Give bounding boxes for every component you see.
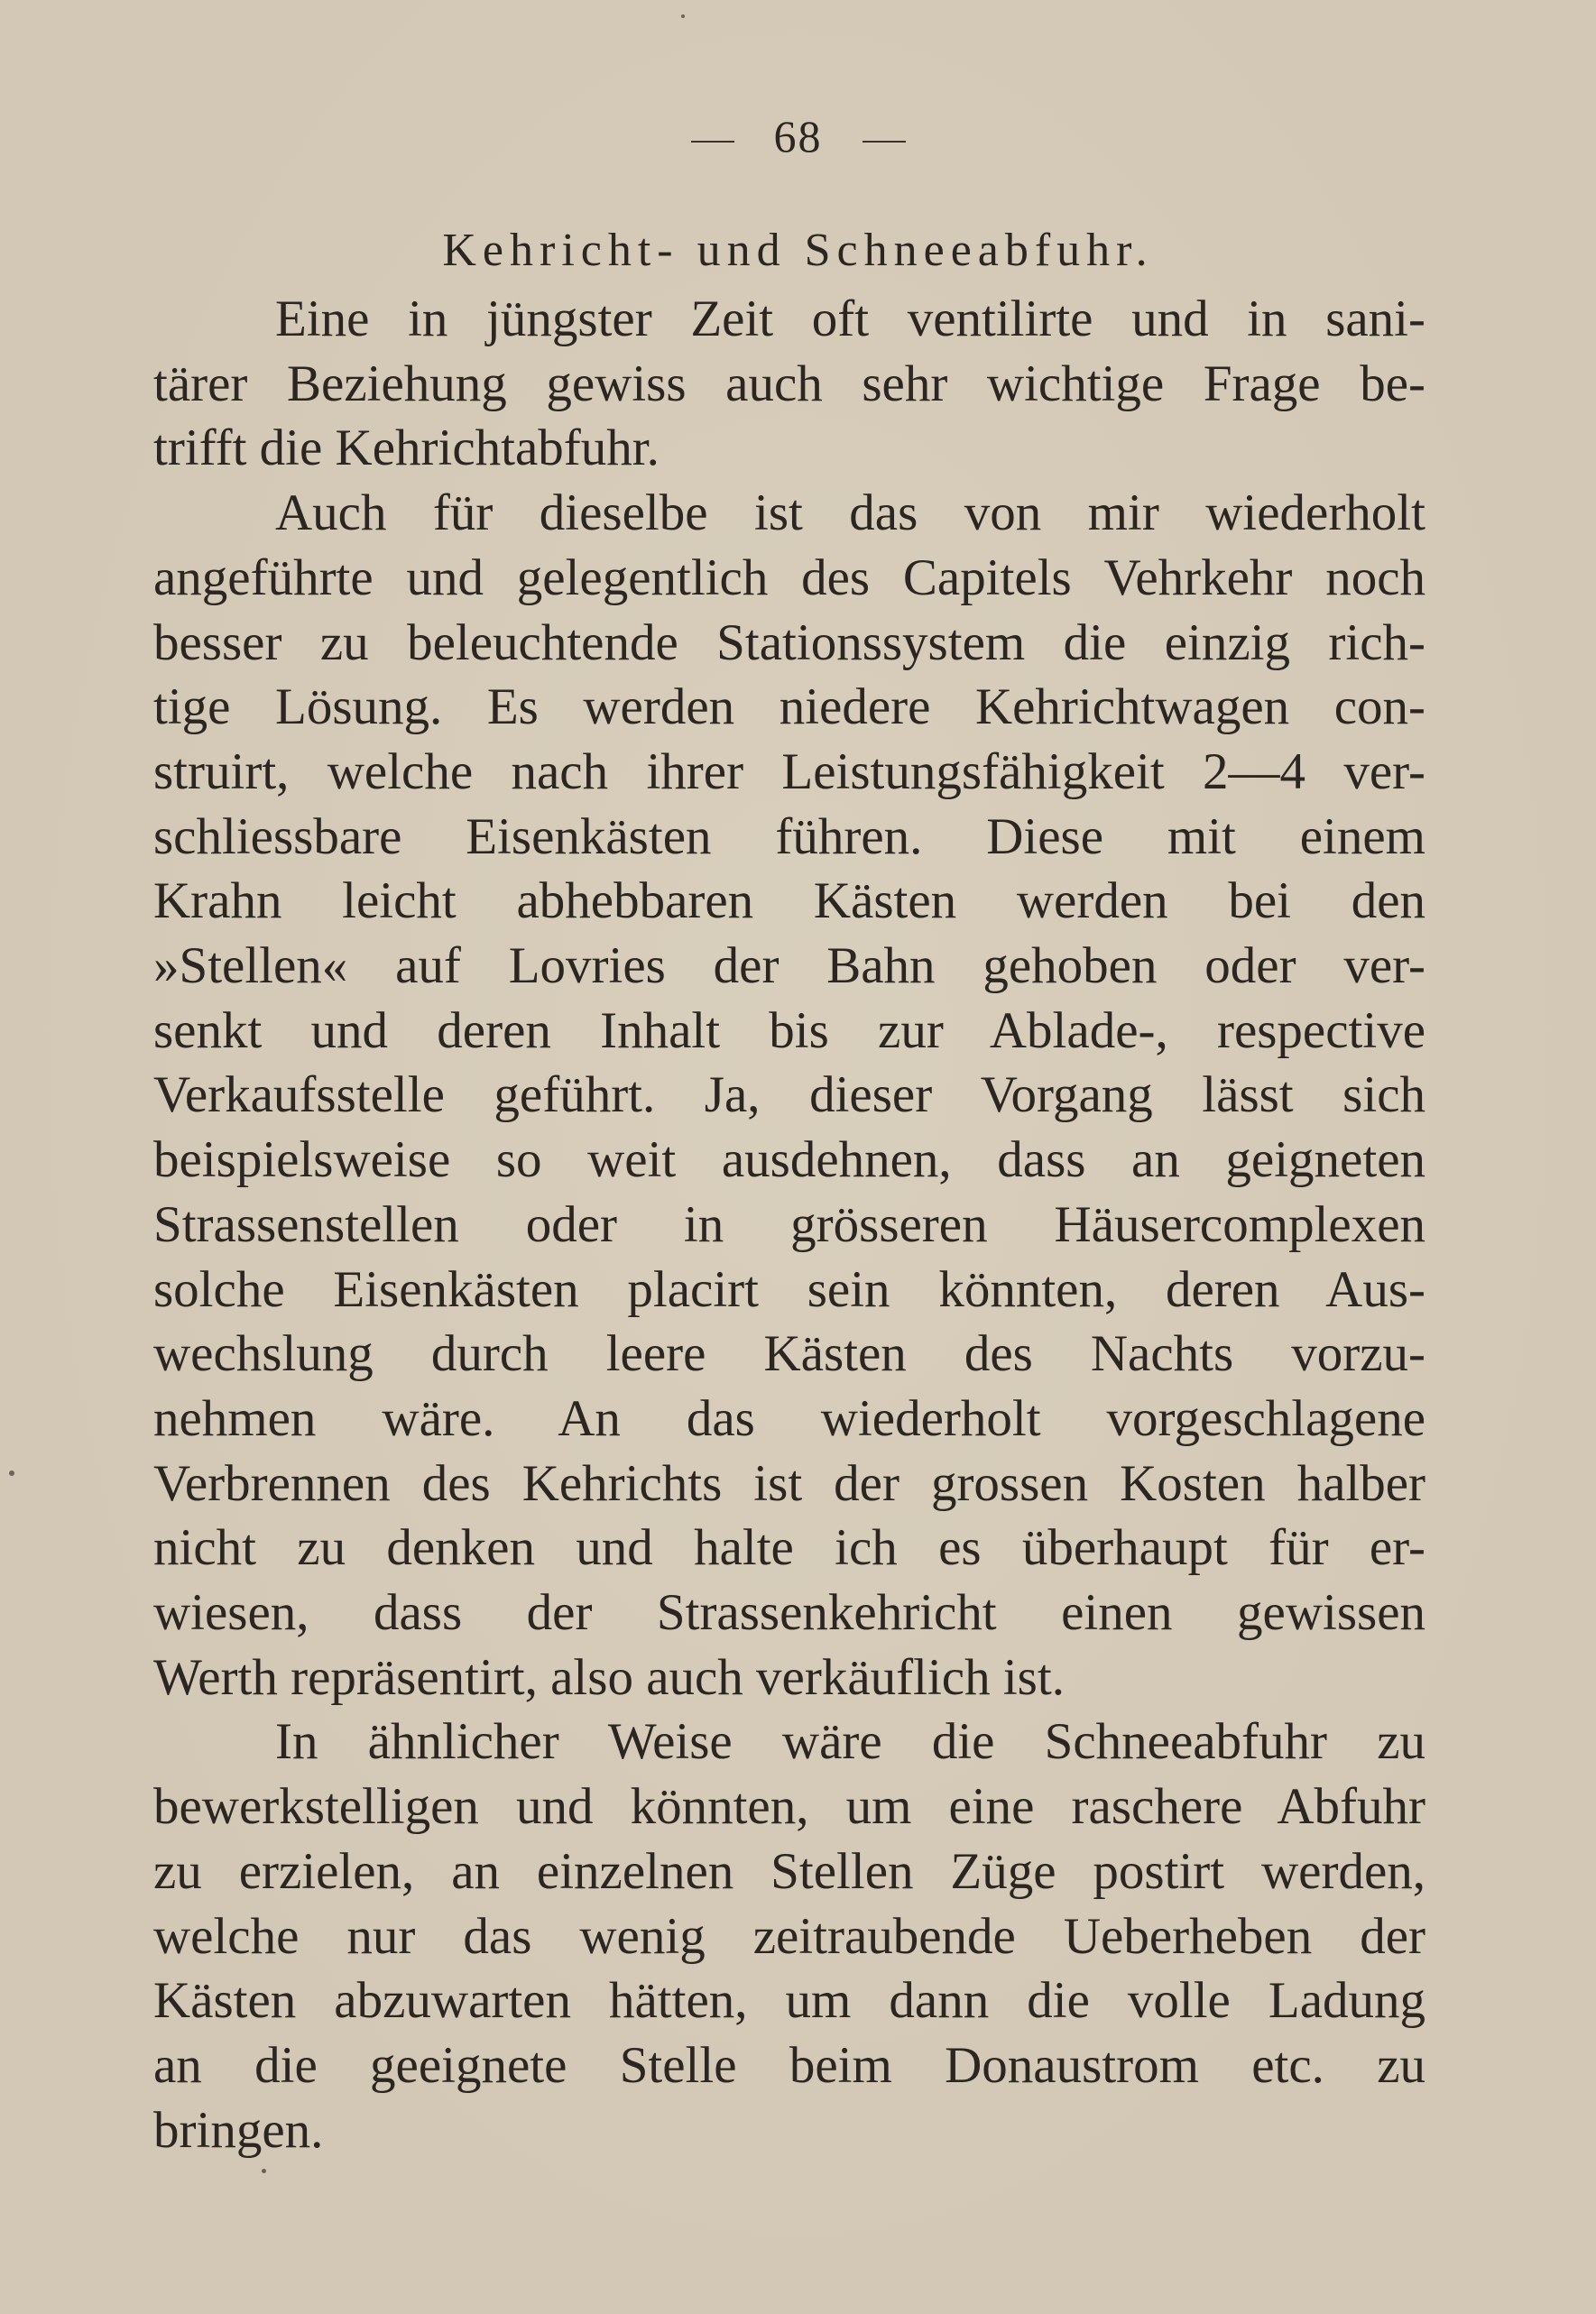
text-line: tärer Beziehung gewiss auch sehr wichtige Frage be- xyxy=(153,355,1425,412)
header-dash-right xyxy=(863,141,906,143)
text-line: besser zu beleuchtende Stationssystem die einzig rich- xyxy=(153,613,1425,671)
paper-speck xyxy=(9,1470,14,1476)
text-line: wiesen, dass der Strassenkehricht einen gewissen xyxy=(153,1584,1425,1642)
text-line: nehmen wäre. An das wiederholt vorgeschlagene xyxy=(153,1389,1425,1447)
text-line: beispielsweise so weit ausdehnen, dass an geigneten xyxy=(153,1131,1425,1189)
text-line: Kästen abzuwarten hätten, um dann die volle Ladung xyxy=(153,1972,1425,2030)
text-line: tige Lösung. Es werden niedere Kehrichtwagen con- xyxy=(153,678,1425,736)
text-line: wechslung durch leere Kästen des Nachts vorzu- xyxy=(153,1325,1425,1383)
text-line: Strassenstellen oder in grösseren Häusercomplexen xyxy=(153,1195,1425,1253)
page-number: 68 xyxy=(773,111,823,161)
paragraph-1 xyxy=(153,287,1425,481)
section-title: Kehricht- und Schneeabfuhr. xyxy=(442,225,1154,276)
text-line: welche nur das wenig zeitraubende Ueberheben der xyxy=(153,1907,1425,1965)
text-line: bewerkstelligen und könnten, um eine raschere Abfuhr xyxy=(153,1778,1425,1836)
text-line: »Stellen« auf Lovries der Bahn gehoben oder ver- xyxy=(153,937,1425,995)
text-line: Krahn leicht abhebbaren Kästen werden bei den xyxy=(153,872,1425,930)
paper-speck xyxy=(262,2169,266,2173)
paper-speck xyxy=(681,14,685,18)
text-line: Werth repräsentirt, also auch verkäuflich ist. xyxy=(153,1648,1065,1706)
paragraph-2 xyxy=(153,481,1425,1710)
paragraph-3 xyxy=(153,1710,1425,2162)
text-line: Verkaufsstelle geführt. Ja, dieser Vorgang lässt sich xyxy=(153,1066,1425,1124)
text-line: Verbrennen des Kehrichts ist der grossen Kosten halber xyxy=(153,1454,1425,1512)
text-line: struirt, welche nach ihrer Leistungsfähigkeit 2—4 ver- xyxy=(153,742,1425,800)
text-line: trifft die Kehrichtabfuhr. xyxy=(153,419,660,477)
text-line: zu erzielen, an einzelnen Stellen Züge postirt werden, xyxy=(153,1842,1425,1900)
text-line: an die geeignete Stelle beim Donaustrom etc. zu xyxy=(153,2036,1425,2094)
text-line: Eine in jüngster Zeit oft ventilirte und in sani- xyxy=(275,290,1425,347)
text-line: solche Eisenkästen placirt sein könnten, deren Aus- xyxy=(153,1260,1425,1318)
page-header xyxy=(0,110,1596,162)
text-line: senkt und deren Inhalt bis zur Ablade-, respective xyxy=(153,1001,1425,1059)
text-line: bringen. xyxy=(153,2101,324,2159)
header-dash-left xyxy=(691,141,734,143)
text-line: schliessbare Eisenkästen führen. Diese mit einem xyxy=(153,807,1425,865)
text-line: Auch für dieselbe ist das von mir wiederholt xyxy=(275,484,1425,542)
text-line: In ähnlicher Weise wäre die Schneeabfuhr zu xyxy=(275,1713,1425,1771)
body-text xyxy=(153,287,1425,2162)
text-line: angeführte und gelegentlich des Capitels Vehrkehr noch xyxy=(153,549,1425,606)
text-line: nicht zu denken und halte ich es überhaupt für er- xyxy=(153,1519,1425,1577)
